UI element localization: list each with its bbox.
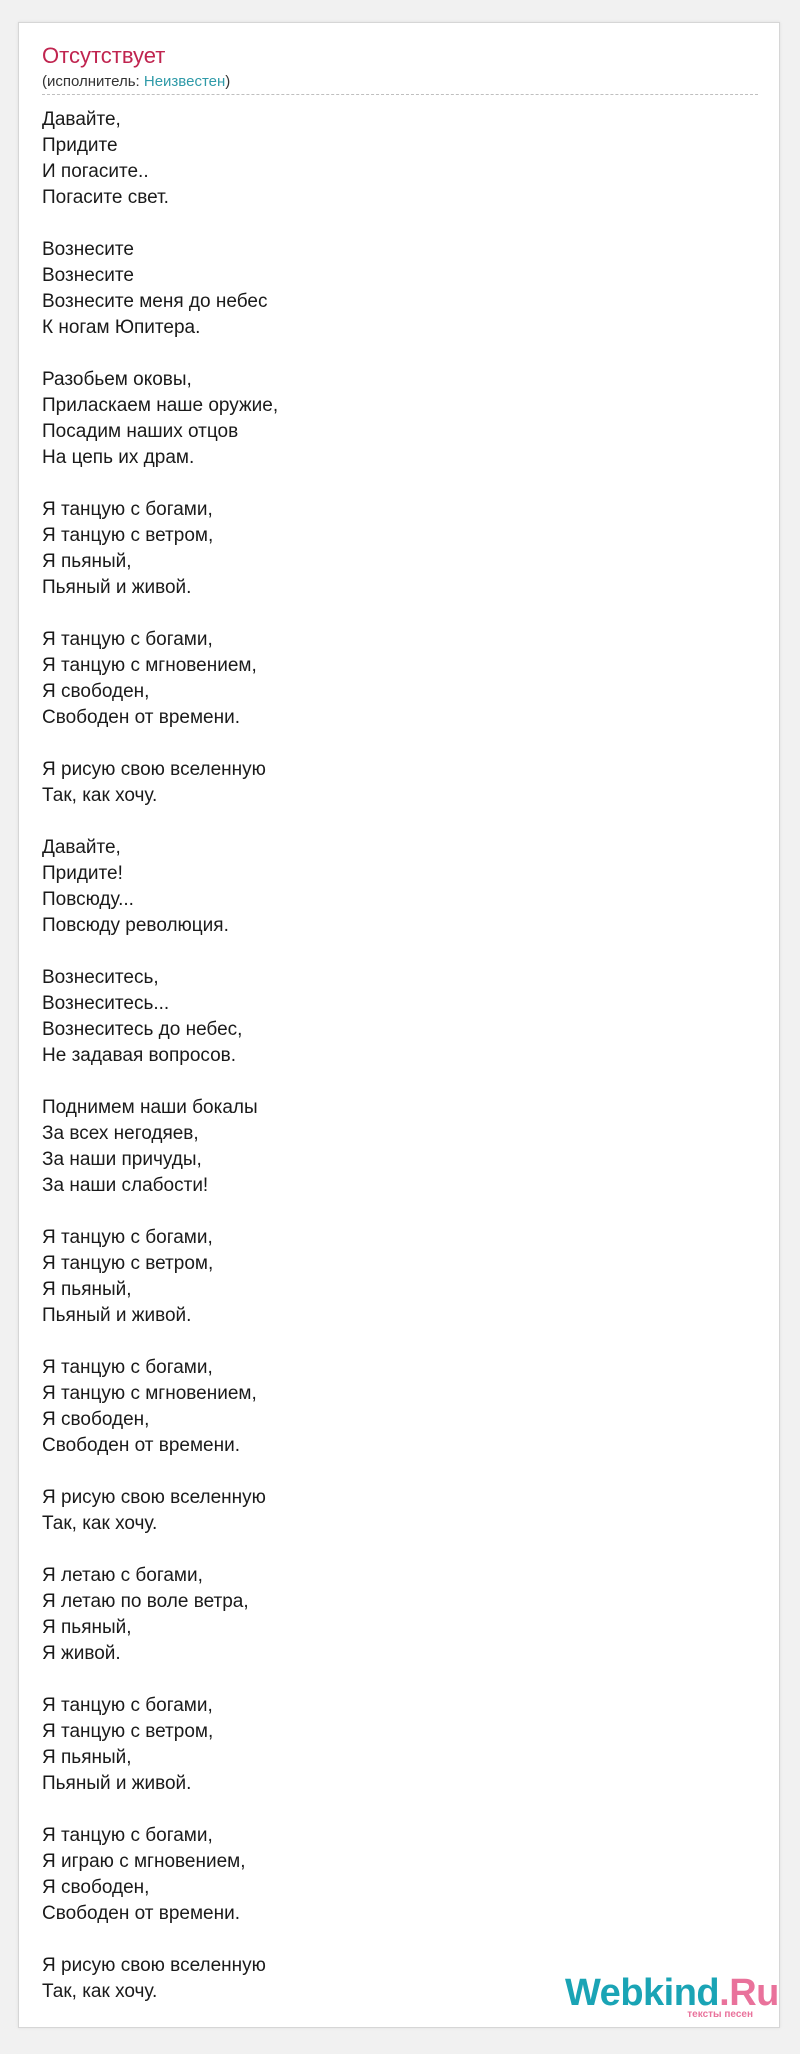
lyrics-stanza — [42, 1693, 742, 1797]
lyrics-stanza — [42, 107, 742, 211]
lyric-line: Я танцую с богами, — [42, 499, 213, 520]
lyric-line: Я рисую свою вселенную — [42, 1487, 266, 1508]
lyric-line: Поднимем наши бокалы — [42, 1097, 258, 1118]
lyric-line: Я пьяный, — [42, 1747, 132, 1768]
lyric-line: На цепь их драм. — [42, 447, 195, 468]
title-divider — [42, 94, 758, 95]
lyric-line: Я играю с мгновением, — [42, 1851, 246, 1872]
lyrics-stanza — [42, 1225, 742, 1329]
lyric-line: Я танцую с богами, — [42, 1825, 213, 1846]
lyrics-stanza — [42, 237, 742, 341]
lyric-line: Пьяный и живой. — [42, 1305, 192, 1326]
lyric-line: За наши причуды, — [42, 1149, 202, 1170]
lyric-line: Я свободен, — [42, 1877, 150, 1898]
lyrics-text — [42, 107, 742, 2005]
lyric-line: Я рисую свою вселенную — [42, 1955, 266, 1976]
performer-line — [42, 73, 230, 91]
lyric-line: И погасите.. — [42, 161, 149, 182]
lyric-line: Я свободен, — [42, 681, 150, 702]
lyric-line: Я танцую с ветром, — [42, 1721, 214, 1742]
webkind-logo[interactable] — [565, 1972, 779, 2020]
lyric-line: Так, как хочу. — [42, 785, 158, 806]
lyric-line: Я танцую с богами, — [42, 1357, 213, 1378]
lyric-line: Не задавая вопросов. — [42, 1045, 237, 1066]
lyric-line: Я танцую с мгновением, — [42, 655, 257, 676]
lyric-line: Я танцую с богами, — [42, 1227, 213, 1248]
lyric-line: Я пьяный, — [42, 1279, 132, 1300]
lyric-line: Посадим наших отцов — [42, 421, 239, 442]
lyrics-stanza — [42, 965, 742, 1069]
lyric-line: Погасите свет. — [42, 187, 169, 208]
lyric-line: Я танцую с богами, — [42, 1695, 213, 1716]
lyric-line: Придите — [42, 135, 118, 156]
lyric-line: Я пьяный, — [42, 551, 132, 572]
lyric-line: Вознесите — [42, 265, 134, 286]
lyric-line: Пьяный и живой. — [42, 1773, 192, 1794]
lyric-line: Давайте, — [42, 109, 121, 130]
lyric-line: Вознеситесь... — [42, 993, 170, 1014]
song-title: Отсутствует — [42, 43, 166, 68]
lyric-line: Я летаю по воле ветра, — [42, 1591, 249, 1612]
performer-link[interactable]: Неизвестен — [143, 73, 226, 90]
lyric-line: Вознесите меня до небес — [42, 291, 268, 312]
lyrics-stanza — [42, 497, 742, 601]
lyric-line: За всех негодяев, — [42, 1123, 199, 1144]
lyrics-stanza — [42, 1823, 742, 1927]
logo-tld: .Ru — [719, 1972, 779, 2014]
lyric-line: Я танцую с ветром, — [42, 525, 214, 546]
performer-prefix: (исполнитель: — [42, 73, 144, 90]
lyrics-stanza — [42, 367, 742, 471]
lyric-line: Вознеситесь, — [42, 967, 159, 988]
lyric-line: Вознесите — [42, 239, 134, 260]
lyric-line: Я танцую с мгновением, — [42, 1383, 257, 1404]
lyrics-stanza — [42, 835, 742, 939]
lyric-line: Я танцую с богами, — [42, 629, 213, 650]
lyric-line: За наши слабости! — [42, 1175, 209, 1196]
lyric-line: Давайте, — [42, 837, 121, 858]
performer-suffix: ) — [225, 73, 231, 90]
lyrics-stanza — [42, 627, 742, 731]
lyrics-stanza — [42, 1563, 742, 1667]
lyric-line: Повсюду революция. — [42, 915, 229, 936]
lyric-line: Я танцую с ветром, — [42, 1253, 214, 1274]
lyric-line: Я летаю с богами, — [42, 1565, 203, 1586]
lyric-line: Придите! — [42, 863, 123, 884]
lyric-line: Я свободен, — [42, 1409, 150, 1430]
lyric-line: Так, как хочу. — [42, 1981, 158, 2002]
lyric-line: К ногам Юпитера. — [42, 317, 201, 338]
lyrics-card — [18, 22, 780, 2028]
lyric-line: Я пьяный, — [42, 1617, 132, 1638]
lyrics-stanza — [42, 1095, 742, 1199]
lyric-line: Вознеситесь до небес, — [42, 1019, 243, 1040]
lyric-line: Я живой. — [42, 1643, 121, 1664]
logo-word: Webkind — [565, 1972, 720, 2014]
lyric-line: Повсюду... — [42, 889, 134, 910]
lyric-line: Приласкаем наше оружие, — [42, 395, 279, 416]
logo-tagline: тексты песен — [687, 2009, 753, 2020]
lyrics-stanza — [42, 1355, 742, 1459]
lyric-line: Свободен от времени. — [42, 1435, 240, 1456]
lyric-line: Так, как хочу. — [42, 1513, 158, 1534]
lyric-line: Пьяный и живой. — [42, 577, 192, 598]
logo-wordmark — [565, 1972, 779, 2014]
lyric-line: Свободен от времени. — [42, 707, 240, 728]
lyric-line: Я рисую свою вселенную — [42, 759, 266, 780]
lyrics-stanza — [42, 1485, 742, 1537]
lyrics-stanza — [42, 757, 742, 809]
lyric-line: Свободен от времени. — [42, 1903, 240, 1924]
lyric-line: Разобьем оковы, — [42, 369, 192, 390]
